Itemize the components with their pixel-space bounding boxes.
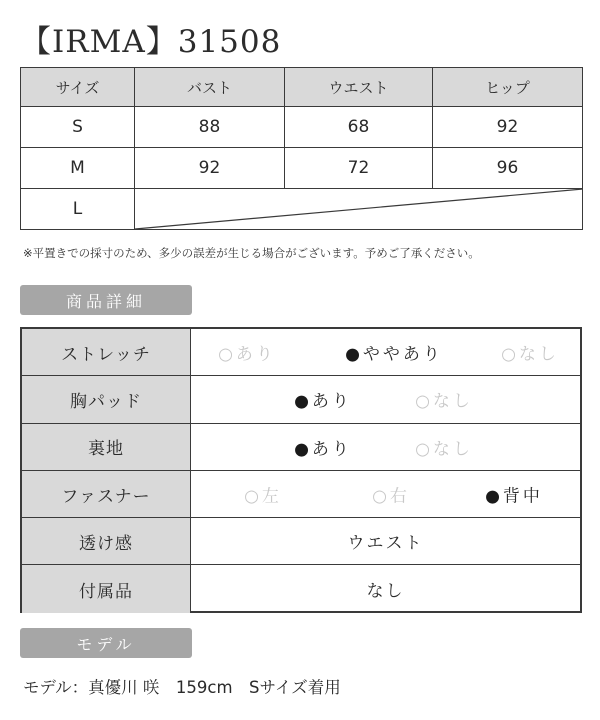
size-cell: M [21, 148, 135, 189]
header-bust: バスト [135, 68, 285, 107]
size-cell: S [21, 107, 135, 148]
detail-row-stretch [22, 329, 580, 376]
table-row [21, 107, 583, 148]
page-title: 【IRMA】31508 [20, 24, 282, 60]
detail-label: ストレッチ [22, 329, 191, 375]
detail-label: 付属品 [22, 565, 191, 612]
detail-options [191, 471, 580, 517]
table-row [21, 148, 583, 189]
detail-options [191, 376, 580, 422]
waist-cell: 68 [285, 107, 433, 148]
size-table [20, 67, 583, 230]
detail-row-accessories [22, 565, 580, 612]
detail-row-chest-pad [22, 376, 580, 423]
option-unselected: ○なし [415, 439, 473, 460]
option-selected: ●ややあり [345, 344, 443, 365]
bust-cell: 92 [135, 148, 285, 189]
size-cell: L [21, 189, 135, 230]
section-heading-model: モデル [20, 628, 192, 658]
table-row [21, 189, 583, 230]
header-size: サイズ [21, 68, 135, 107]
diagonal-strike [135, 189, 582, 229]
detail-label: 透け感 [22, 518, 191, 564]
option-unselected: ○右 [372, 486, 410, 507]
option-selected: ●背中 [485, 486, 543, 507]
header-hip: ヒップ [433, 68, 583, 107]
detail-value-text: なし [366, 581, 405, 602]
bust-cell: 88 [135, 107, 285, 148]
header-waist: ウエスト [285, 68, 433, 107]
detail-row-zipper [22, 471, 580, 518]
details-table [20, 327, 582, 613]
detail-label: ファスナー [22, 471, 191, 517]
option-selected: ●あり [294, 391, 352, 412]
detail-options [191, 329, 580, 375]
option-selected: ●あり [294, 439, 352, 460]
detail-value [191, 518, 580, 564]
hip-cell: 96 [433, 148, 583, 189]
option-unselected: ○なし [415, 391, 473, 412]
option-unselected: ○あり [218, 344, 276, 365]
measurement-note: ※平置きでの採寸のため、多少の誤差が生じる場合がございます。予めご了承ください。 [23, 246, 480, 260]
not-available-cell [135, 189, 583, 230]
detail-row-lining [22, 424, 580, 471]
option-unselected: ○左 [244, 486, 282, 507]
detail-row-sheerness [22, 518, 580, 565]
waist-cell: 72 [285, 148, 433, 189]
detail-value-text: ウエスト [347, 533, 424, 554]
size-table-header-row [21, 68, 583, 107]
model-info: モデル：真優川 咲 159cm Sサイズ着用 [23, 678, 341, 697]
hip-cell: 92 [433, 107, 583, 148]
detail-label: 裏地 [22, 424, 191, 470]
detail-value [191, 565, 580, 612]
detail-options [191, 424, 580, 470]
option-unselected: ○なし [501, 344, 559, 365]
section-heading-details: 商品詳細 [20, 285, 192, 315]
detail-label: 胸パッド [22, 376, 191, 422]
